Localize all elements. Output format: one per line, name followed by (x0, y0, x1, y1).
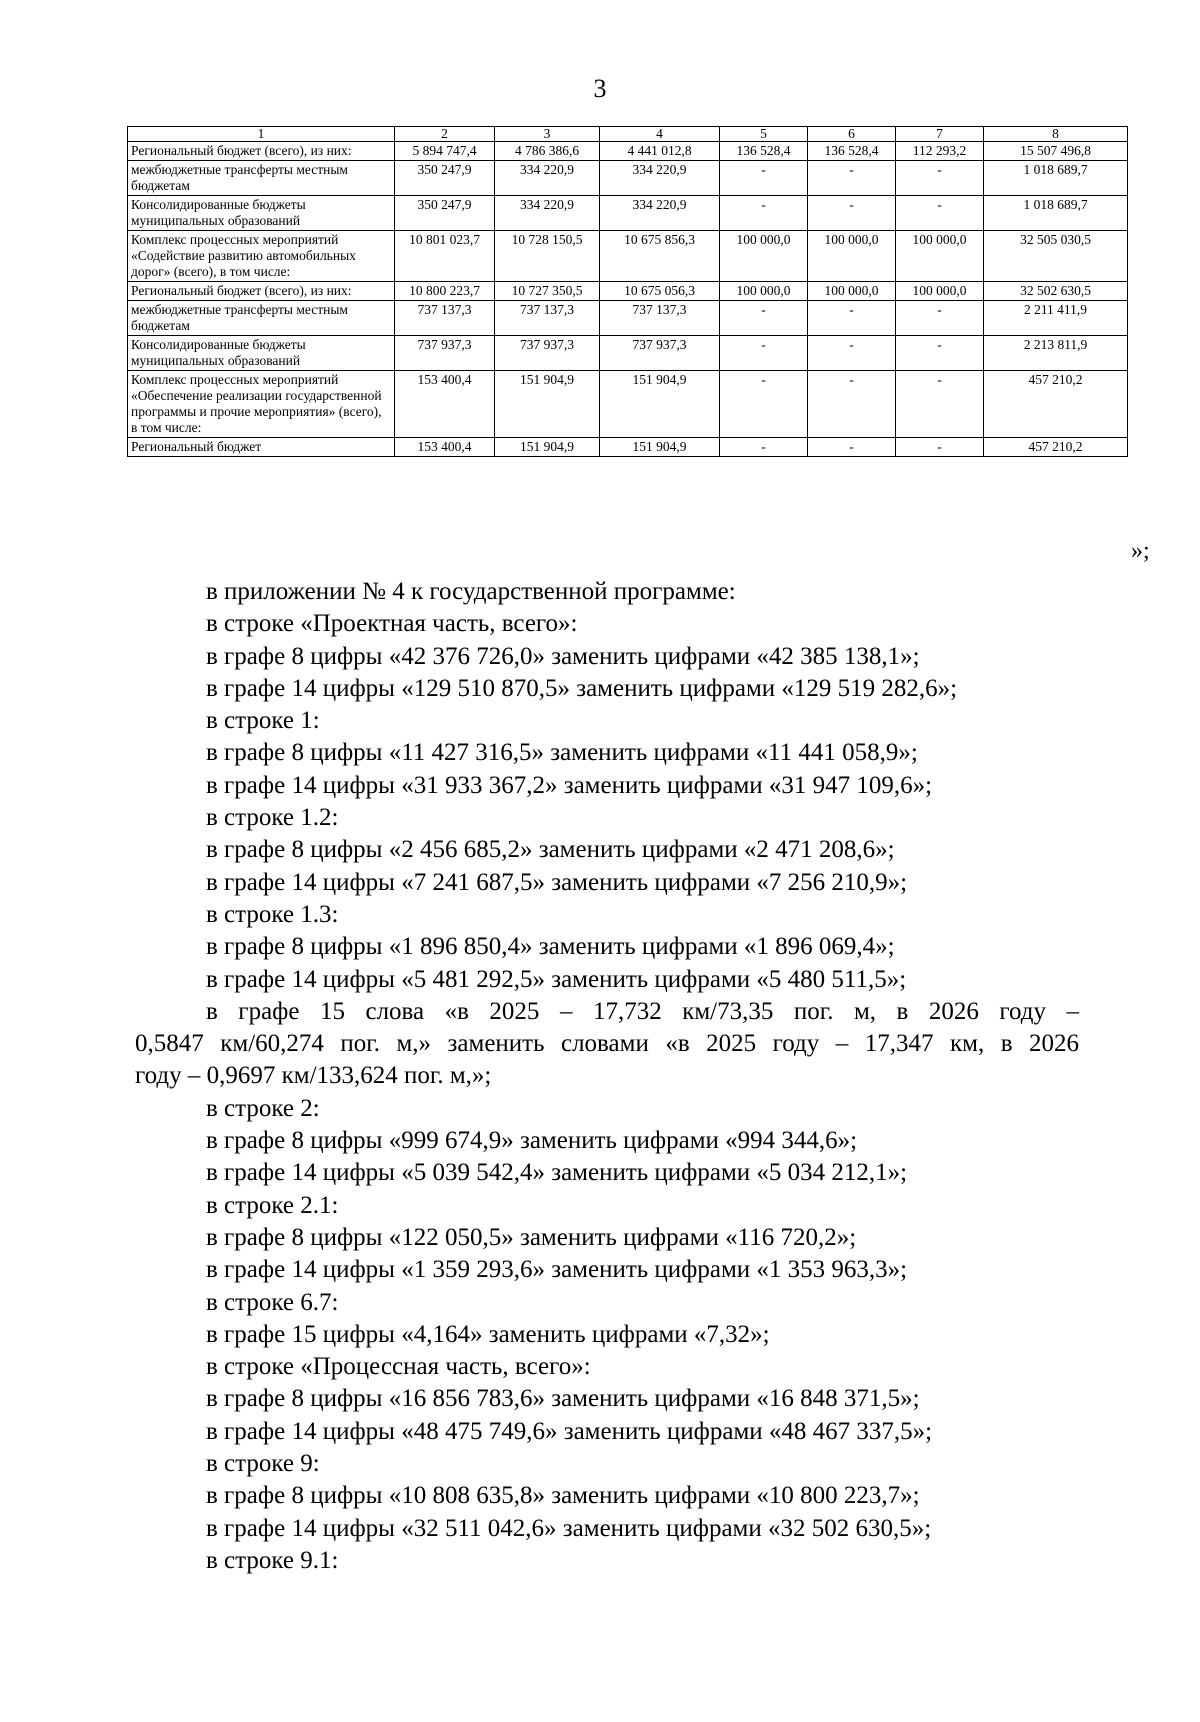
table-cell: 1 018 689,7 (984, 161, 1128, 196)
table-body (128, 142, 1128, 457)
table-cell: 153 400,4 (395, 371, 495, 438)
table-cell: - (720, 336, 808, 371)
table-cell: - (720, 161, 808, 196)
table-cell: - (808, 336, 896, 371)
table-cell: 100 000,0 (808, 231, 896, 282)
table-cell: 100 000,0 (808, 282, 896, 301)
table-cell: - (720, 438, 808, 457)
amendment-line: в строке 2: (206, 1094, 320, 1122)
row-label: Комплекс процессных мероприятий «Содействие развитию автомобильных дорог» (всего), в том числе: (128, 231, 395, 282)
table-row (128, 336, 1128, 371)
table-cell: 10 801 023,7 (395, 231, 495, 282)
amendment-line: в графе 8 цифры «10 808 635,8» заменить цифрами «10 800 223,7»; (206, 1482, 920, 1510)
table-cell: 737 137,3 (495, 301, 600, 336)
budget-table (127, 126, 1128, 457)
table-cell: - (896, 301, 984, 336)
table-cell: - (896, 336, 984, 371)
table-cell: - (896, 371, 984, 438)
table-cell: 4 441 012,8 (600, 142, 720, 161)
table-cell: 737 137,3 (395, 301, 495, 336)
amendment-line: году – 0,9697 км/133,624 пог. м,»; (135, 1062, 492, 1090)
table-cell: 350 247,9 (395, 161, 495, 196)
amendment-line: в строке 1.3: (206, 900, 339, 928)
amendment-line: в строке «Процессная часть, всего»: (206, 1353, 591, 1381)
column-header: 5 (720, 127, 808, 142)
table-row (128, 282, 1128, 301)
table-cell: 32 502 630,5 (984, 282, 1128, 301)
amendment-line: в графе 14 цифры «48 475 749,6» заменить цифрами «48 467 337,5»; (206, 1417, 933, 1445)
table-closing-mark: »; (1131, 538, 1150, 564)
table-cell: 100 000,0 (720, 282, 808, 301)
table-cell: 737 937,3 (600, 336, 720, 371)
table-cell: 334 220,9 (600, 196, 720, 231)
amendment-line: в строке 9.1: (206, 1546, 339, 1574)
amendment-line: в графе 14 цифры «7 241 687,5» заменить цифрами «7 256 210,9»; (206, 868, 908, 896)
amendment-line: в графе 14 цифры «32 511 042,6» заменить цифрами «32 502 630,5»; (206, 1514, 932, 1542)
amendment-line: в графе 15 цифры «4,164» заменить цифрами «7,32»; (206, 1320, 770, 1348)
table-header-row (128, 127, 1128, 142)
table-cell: - (896, 438, 984, 457)
amendment-line: в графе 14 цифры «5 039 542,4» заменить цифрами «5 034 212,1»; (206, 1159, 908, 1187)
table-cell: 151 904,9 (495, 371, 600, 438)
table-cell: 151 904,9 (600, 438, 720, 457)
amendment-line: в графе 8 цифры «2 456 685,2» заменить цифрами «2 471 208,6»; (206, 836, 895, 864)
row-label: межбюджетные трансферты местным бюджетам (128, 301, 395, 336)
amendment-line: в строке 6.7: (206, 1288, 339, 1316)
table-cell: - (720, 371, 808, 438)
table-row (128, 371, 1128, 438)
table-cell: - (808, 371, 896, 438)
table-cell: 32 505 030,5 (984, 231, 1128, 282)
page-number: 3 (593, 74, 607, 103)
row-label: Региональный бюджет (всего), из них: (128, 142, 395, 161)
table-cell: 737 937,3 (495, 336, 600, 371)
table-row (128, 161, 1128, 196)
table-cell: 5 894 747,4 (395, 142, 495, 161)
table-cell: 457 210,2 (984, 371, 1128, 438)
row-label: Комплекс процессных мероприятий «Обеспечение реализации государственной программы и прочие мероприятия» (всего), в том числе: (128, 371, 395, 438)
table-cell: 10 800 223,7 (395, 282, 495, 301)
amendment-line: в приложении № 4 к государственной программе: (206, 578, 736, 605)
amendment-line: в графе 14 цифры «129 510 870,5» заменить цифрами «129 519 282,6»; (206, 674, 958, 702)
amendment-line: в строке 2.1: (206, 1191, 339, 1219)
column-header: 1 (128, 127, 395, 142)
table-cell: 457 210,2 (984, 438, 1128, 457)
table-cell: 136 528,4 (720, 142, 808, 161)
row-label: Региональный бюджет (128, 438, 395, 457)
row-label: Консолидированные бюджеты муниципальных образований (128, 196, 395, 231)
amendment-line: 0,5847 км/60,274 пог. м,» заменить словами «в 2025 году – 17,347 км, в 2026 (135, 1030, 1079, 1058)
column-header: 2 (395, 127, 495, 142)
amendment-line: в графе 8 цифры «999 674,9» заменить цифрами «994 344,6»; (206, 1127, 858, 1155)
amendment-line: в строке 9: (206, 1450, 320, 1478)
column-header: 7 (896, 127, 984, 142)
amendment-line: в графе 8 цифры «1 896 850,4» заменить цифрами «1 896 069,4»; (206, 933, 895, 961)
table-cell: 136 528,4 (808, 142, 896, 161)
table-cell: 10 727 350,5 (495, 282, 600, 301)
table-cell: 737 937,3 (395, 336, 495, 371)
column-header: 4 (600, 127, 720, 142)
column-header: 8 (984, 127, 1128, 142)
table-cell: - (808, 301, 896, 336)
table-cell: 737 137,3 (600, 301, 720, 336)
table-cell: - (808, 196, 896, 231)
table-cell: 100 000,0 (896, 231, 984, 282)
table-cell: - (720, 301, 808, 336)
table-cell: 334 220,9 (600, 161, 720, 196)
table-cell: 112 293,2 (896, 142, 984, 161)
table-row (128, 142, 1128, 161)
amendment-line: в строке 1: (206, 707, 320, 735)
table-row (128, 438, 1128, 457)
table-row (128, 231, 1128, 282)
amendment-line: в графе 14 цифры «31 933 367,2» заменить цифрами «31 947 109,6»; (206, 771, 933, 799)
amendment-line: в графе 8 цифры «42 376 726,0» заменить цифрами «42 385 138,1»; (206, 642, 920, 670)
amendment-line: в графе 8 цифры «16 856 783,6» заменить цифрами «16 848 371,5»; (206, 1385, 920, 1413)
column-header: 6 (808, 127, 896, 142)
table-cell: 100 000,0 (896, 282, 984, 301)
table-row (128, 301, 1128, 336)
amendment-line: в графе 8 цифры «11 427 316,5» заменить цифрами «11 441 058,9»; (206, 739, 918, 767)
amendment-line: в графе 14 цифры «1 359 293,6» заменить цифрами «1 353 963,3»; (206, 1256, 908, 1284)
table-cell: - (720, 196, 808, 231)
table-cell: - (808, 161, 896, 196)
row-label: межбюджетные трансферты местным бюджетам (128, 161, 395, 196)
row-label: Консолидированные бюджеты муниципальных образований (128, 336, 395, 371)
table-cell: 1 018 689,7 (984, 196, 1128, 231)
table-row (128, 196, 1128, 231)
table-cell: 153 400,4 (395, 438, 495, 457)
table-cell: 4 786 386,6 (495, 142, 600, 161)
table-cell: - (896, 161, 984, 196)
column-header: 3 (495, 127, 600, 142)
table-cell: 10 675 856,3 (600, 231, 720, 282)
table-cell: 100 000,0 (720, 231, 808, 282)
table-cell: - (808, 438, 896, 457)
table-cell: 10 728 150,5 (495, 231, 600, 282)
amendment-line: в графе 14 цифры «5 481 292,5» заменить цифрами «5 480 511,5»; (206, 965, 907, 993)
table-cell: 10 675 056,3 (600, 282, 720, 301)
table-cell: 334 220,9 (495, 161, 600, 196)
table-cell: 151 904,9 (495, 438, 600, 457)
amendment-text (135, 576, 1079, 1577)
table-cell: 2 211 411,9 (984, 301, 1128, 336)
amendment-line: в строке 1.2: (206, 804, 339, 832)
amendment-line: в строке «Проектная часть, всего»: (206, 610, 578, 638)
amendment-line: в графе 15 слова «в 2025 – 17,732 км/73,35 пог. м, в 2026 году – (206, 997, 1079, 1025)
table-cell: - (896, 196, 984, 231)
table-cell: 15 507 496,8 (984, 142, 1128, 161)
table-cell: 151 904,9 (600, 371, 720, 438)
row-label: Региональный бюджет (всего), из них: (128, 282, 395, 301)
table-cell: 2 213 811,9 (984, 336, 1128, 371)
table-cell: 350 247,9 (395, 196, 495, 231)
table-cell: 334 220,9 (495, 196, 600, 231)
amendment-line: в графе 8 цифры «122 050,5» заменить цифрами «116 720,2»; (206, 1223, 857, 1251)
